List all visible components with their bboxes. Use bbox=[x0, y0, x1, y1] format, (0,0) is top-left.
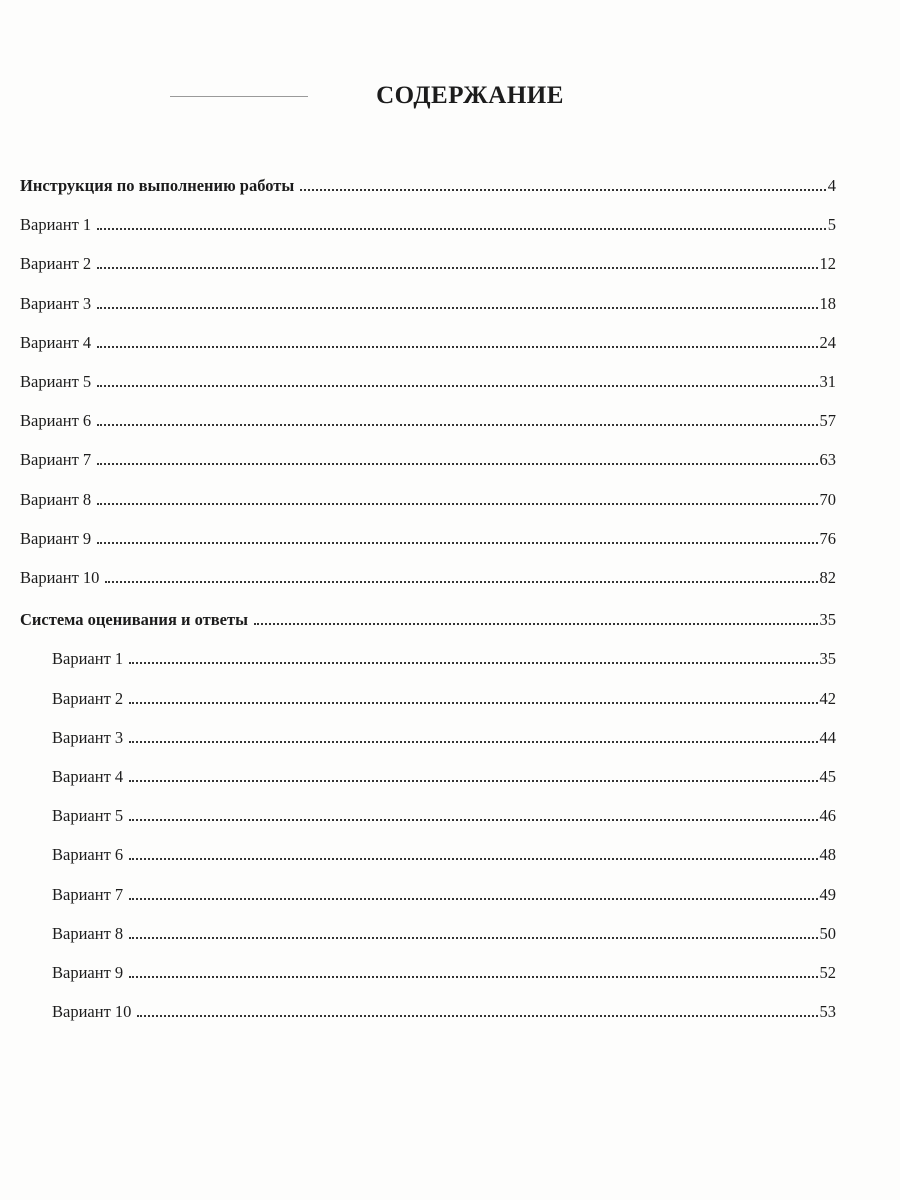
dot-leader bbox=[97, 424, 817, 426]
toc-entry-page: 49 bbox=[819, 884, 836, 904]
dot-leader bbox=[97, 385, 817, 387]
toc-entry-label: Вариант 4 bbox=[52, 767, 124, 786]
dot-leader bbox=[97, 228, 826, 230]
toc-entry-variant-4[interactable] bbox=[20, 333, 836, 357]
toc-entry-label: Вариант 1 bbox=[52, 649, 124, 669]
dot-leader bbox=[129, 976, 817, 978]
toc-entry-page: 63 bbox=[819, 450, 836, 470]
toc-entry-answers-variant-4[interactable] bbox=[52, 767, 836, 791]
toc-entry-answers-variant-1[interactable] bbox=[52, 649, 836, 673]
dot-leader bbox=[129, 702, 817, 704]
dot-leader bbox=[97, 542, 817, 544]
toc-entry-label: Вариант 10 bbox=[20, 568, 100, 587]
toc-entry-label: Вариант 3 bbox=[20, 293, 92, 313]
toc-entry-label: Вариант 9 bbox=[20, 528, 92, 548]
toc-entry-label: Вариант 4 bbox=[20, 332, 92, 352]
dot-leader bbox=[137, 1015, 817, 1017]
toc-entry-page: 12 bbox=[819, 254, 836, 274]
toc-entry-label: Вариант 2 bbox=[20, 254, 92, 274]
dot-leader bbox=[105, 581, 817, 583]
toc-entry-page: 31 bbox=[819, 372, 836, 391]
toc-entry-label: Вариант 7 bbox=[20, 450, 92, 470]
dot-leader bbox=[254, 623, 818, 625]
dot-leader bbox=[129, 741, 817, 743]
page-title: СОДЕРЖАНИЕ bbox=[376, 82, 564, 109]
toc-entry-label: Система оценивания и ответы bbox=[20, 610, 248, 630]
toc-entry-page: 44 bbox=[819, 727, 836, 747]
toc-entry-label: Вариант 8 bbox=[52, 923, 124, 943]
toc-entry-page: 42 bbox=[819, 688, 836, 708]
dot-leader bbox=[97, 267, 817, 269]
toc-entry-answers-variant-7[interactable] bbox=[52, 885, 836, 909]
toc-entry-label: Вариант 8 bbox=[20, 489, 92, 509]
toc-entry-variant-8[interactable] bbox=[20, 490, 836, 514]
dot-leader bbox=[97, 503, 817, 505]
toc-entry-page: 48 bbox=[819, 845, 836, 865]
toc-entry-label: Вариант 7 bbox=[52, 884, 124, 904]
toc-entry-instructions[interactable] bbox=[20, 176, 836, 200]
toc-entry-page: 45 bbox=[819, 767, 836, 786]
toc-entry-page: 52 bbox=[819, 963, 836, 982]
toc-entry-variant-7[interactable] bbox=[20, 450, 836, 474]
toc-entry-label: Вариант 3 bbox=[52, 727, 124, 747]
toc-entry-variant-2[interactable] bbox=[20, 254, 836, 278]
toc-entry-page: 50 bbox=[819, 923, 836, 943]
toc-entry-label: Инструкция по выполнению работы bbox=[20, 176, 295, 195]
toc-entry-variant-6[interactable] bbox=[20, 411, 836, 435]
toc-entry-page: 35 bbox=[819, 610, 836, 630]
toc-entry-answers-variant-2[interactable] bbox=[52, 689, 836, 713]
toc-entry-variant-10[interactable] bbox=[20, 568, 836, 592]
toc-entry-variant-9[interactable] bbox=[20, 529, 836, 553]
toc-entry-label: Вариант 2 bbox=[52, 688, 124, 708]
toc-entry-label: Вариант 6 bbox=[20, 411, 92, 431]
toc-entry-answers-variant-5[interactable] bbox=[52, 806, 836, 830]
toc-entry-page: 57 bbox=[819, 411, 836, 431]
toc-entry-page: 35 bbox=[819, 649, 836, 669]
toc-entry-label: Вариант 9 bbox=[52, 963, 124, 982]
dot-leader bbox=[129, 858, 817, 860]
dot-leader bbox=[129, 819, 817, 821]
toc-entry-page: 76 bbox=[819, 528, 836, 548]
toc-entry-label: Вариант 5 bbox=[20, 372, 92, 391]
toc-entry-answers-variant-9[interactable] bbox=[52, 963, 836, 987]
toc-entry-answers-variant-10[interactable] bbox=[52, 1002, 836, 1026]
dot-leader bbox=[300, 189, 825, 191]
toc-entry-page: 4 bbox=[827, 176, 836, 195]
dot-leader bbox=[97, 346, 817, 348]
dot-leader bbox=[97, 307, 817, 309]
toc-entry-page: 24 bbox=[819, 332, 836, 352]
dot-leader bbox=[129, 780, 817, 782]
toc-entry-page: 53 bbox=[819, 1002, 836, 1022]
toc-entry-page: 18 bbox=[819, 293, 836, 313]
toc-entry-label: Вариант 1 bbox=[20, 215, 92, 235]
dot-leader bbox=[97, 463, 817, 465]
toc-entry-answers-variant-3[interactable] bbox=[52, 728, 836, 752]
toc-entry-page: 70 bbox=[819, 489, 836, 509]
dot-leader bbox=[129, 937, 817, 939]
dot-leader bbox=[129, 662, 817, 664]
toc-entry-answers-variant-8[interactable] bbox=[52, 924, 836, 948]
toc-entry-variant-3[interactable] bbox=[20, 294, 836, 318]
toc-entry-variant-1[interactable] bbox=[20, 215, 836, 239]
toc-entry-page: 5 bbox=[827, 215, 836, 235]
toc-entry-variant-5[interactable] bbox=[20, 372, 836, 396]
dot-leader bbox=[129, 898, 817, 900]
toc-entry-grading[interactable] bbox=[20, 610, 836, 634]
toc-entry-page: 82 bbox=[819, 568, 836, 587]
toc-entry-label: Вариант 6 bbox=[52, 845, 124, 865]
toc-entry-page: 46 bbox=[819, 806, 836, 826]
toc-entry-label: Вариант 5 bbox=[52, 806, 124, 826]
toc-entry-label: Вариант 10 bbox=[52, 1002, 132, 1022]
toc-entry-answers-variant-6[interactable] bbox=[52, 845, 836, 869]
